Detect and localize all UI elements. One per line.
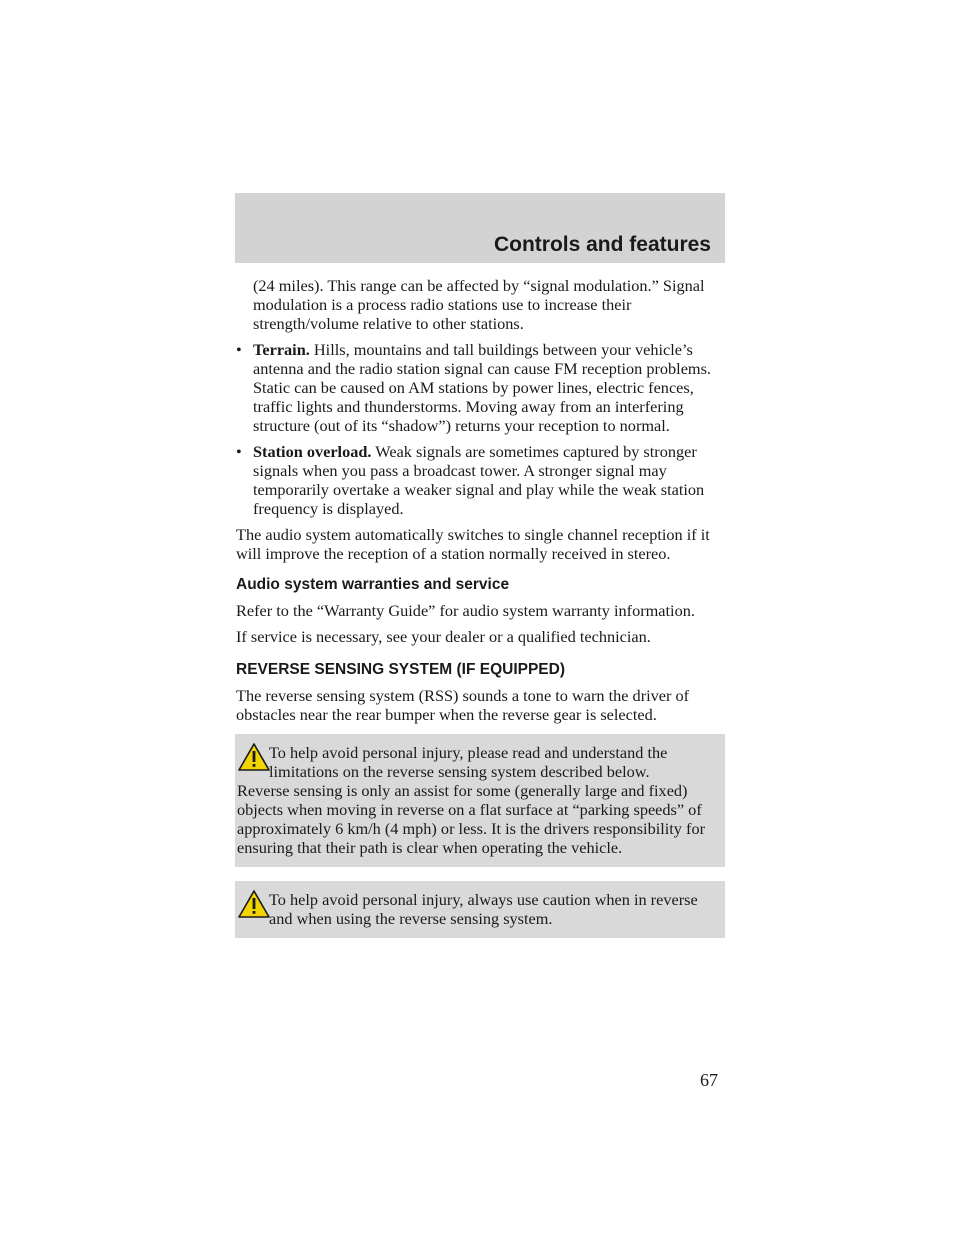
rss-paragraph: The reverse sensing system (RSS) sounds a tone to warn the driver of obstacles near the rear bumper when the reverse gear is selected. [236, 686, 690, 724]
bullet-symbol: • [236, 442, 242, 461]
bullet-term: Station overload. [253, 442, 372, 461]
bullet-text: Hills, mountains and tall buildings between your vehicle’s antenna and the radio station signal can cause FM reception problems. Static can be caused on AM stations by power lines, electric fences, traffic lights and thunderstorms. Moving away from an interfering structure (out of its “shadow”) returns your reception to normal. [253, 340, 711, 435]
warning-box-1 [235, 734, 725, 867]
warning-text-1a: To help avoid personal injury, please read and understand the limitations on the reverse sensing system described below. [269, 743, 668, 781]
page-number: 67 [700, 1070, 718, 1090]
warning-triangle-icon [237, 742, 271, 772]
section-title: Controls and features [493, 233, 711, 256]
page-content [236, 276, 728, 952]
rss-heading: REVERSE SENSING SYSTEM (IF EQUIPPED) [236, 661, 566, 678]
warranty-paragraph-1: Refer to the “Warranty Guide” for audio system warranty information. [236, 601, 695, 620]
bullet-symbol: • [236, 340, 242, 359]
intro-paragraph: (24 miles). This range can be affected by “signal modulation.” Signal modulation is a process radio stations use to increase their strength/volume relative to other stations. [253, 276, 705, 333]
bullet-terrain [236, 340, 728, 435]
bullet-text: Weak signals are sometimes captured by stronger signals when you pass a broadcast tower. A stronger signal may temporarily overtake a weaker signal and play while the weak station frequency is displayed. [253, 442, 705, 518]
bullet-term: Terrain. [253, 340, 310, 359]
warranty-paragraph-2: If service is necessary, see your dealer or a qualified technician. [236, 627, 651, 646]
warning-box-2 [235, 881, 725, 938]
warning-triangle-icon [237, 889, 271, 919]
stereo-paragraph: The audio system automatically switches to single channel reception if it will improve the reception of a station normally received in stereo. [236, 525, 710, 563]
warning-text-2: To help avoid personal injury, always use caution when in reverse and when using the reverse sensing system. [269, 890, 698, 928]
section-header-band [235, 193, 725, 263]
warranty-heading: Audio system warranties and service [236, 576, 510, 593]
bullet-station-overload [236, 442, 728, 518]
warning-text-1b: Reverse sensing is only an assist for some (generally large and fixed) objects when moving in reverse on a flat surface at “parking speeds” of approximately 6 km/h (4 mph) or less. It is the drivers responsibility for ensuring that their path is clear when operating the vehicle. [237, 781, 706, 857]
